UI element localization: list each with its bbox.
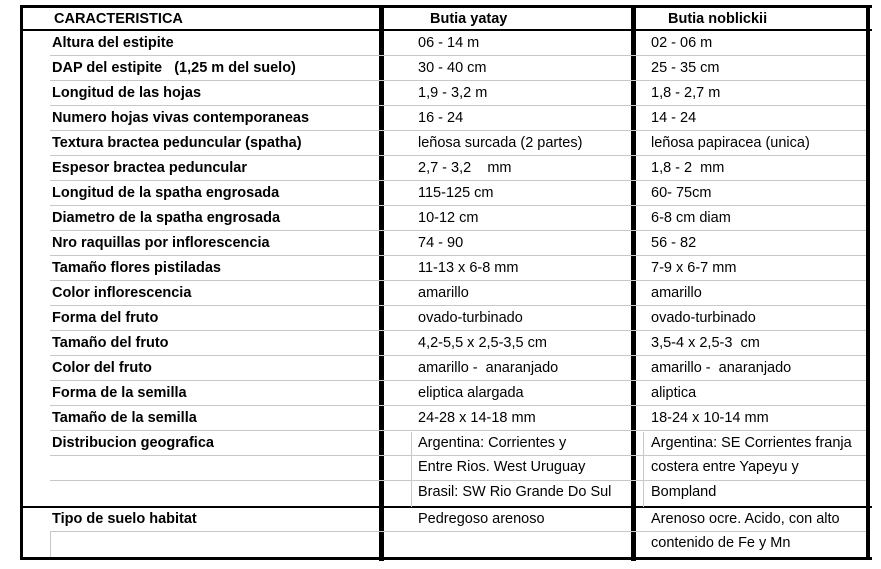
row-value-b: 60- 75cm xyxy=(651,185,712,201)
row-separator xyxy=(50,205,866,206)
row-value-a: 115-125 cm xyxy=(418,185,494,201)
row-label: Tamaño de la semilla xyxy=(52,410,197,426)
header-underline xyxy=(20,29,872,31)
row-value-b: leñosa papiracea (unica) xyxy=(651,135,810,151)
distribution-b-line-1: Argentina: SE Corrientes franja xyxy=(651,435,852,451)
row-label: Color del fruto xyxy=(52,360,152,376)
row-label: Altura del estipite xyxy=(52,35,174,51)
row-value-b: 02 - 06 m xyxy=(651,35,713,51)
row-value-b: 14 - 24 xyxy=(651,110,697,126)
table-left-border xyxy=(20,5,23,559)
row-label: Longitud de la spatha engrosada xyxy=(52,185,280,201)
row-value-b: amarillo xyxy=(651,285,702,301)
row-label: Color inflorescencia xyxy=(52,285,192,301)
row-label: Longitud de las hojas xyxy=(52,85,202,101)
row-separator xyxy=(50,255,866,256)
row-value-a: 30 - 40 cm xyxy=(418,60,487,76)
soil-label: Tipo de suelo habitat xyxy=(52,511,197,527)
row-label: Espesor bractea peduncular xyxy=(52,160,248,176)
row-value-a: 06 - 14 m xyxy=(418,35,480,51)
row-separator xyxy=(50,105,866,106)
row-value-a: 74 - 90 xyxy=(418,235,464,251)
table-top-border xyxy=(20,5,872,8)
distribution-a-line-2: Entre Rios. West Uruguay xyxy=(418,459,586,475)
soil-b-line-2: contenido de Fe y Mn xyxy=(651,535,791,551)
row-value-a: 11-13 x 6-8 mm xyxy=(418,260,519,276)
row-label: DAP del estipite (1,25 m del suelo) xyxy=(52,60,296,76)
distribution-b-line-3: Bompland xyxy=(651,484,717,500)
distribution-label: Distribucion geografica xyxy=(52,435,214,451)
row-label: Forma del fruto xyxy=(52,310,159,326)
row-separator xyxy=(50,230,866,231)
row-value-a: amarillo xyxy=(418,285,469,301)
row-value-a: 24-28 x 14-18 mm xyxy=(418,410,536,426)
header-species-b: Butia noblickii xyxy=(668,11,768,27)
row-separator-vertical xyxy=(643,432,644,507)
row-value-a: 2,7 - 3,2 mm xyxy=(418,160,512,176)
row-value-b: 1,8 - 2 mm xyxy=(651,160,725,176)
row-value-b: ovado-turbinado xyxy=(651,310,756,326)
row-label: Textura bractea peduncular (spatha) xyxy=(52,135,302,151)
row-separator xyxy=(50,280,866,281)
soil-a-line-1: Pedregoso arenoso xyxy=(418,511,545,527)
row-separator xyxy=(50,480,866,481)
column-divider-1 xyxy=(379,5,384,561)
distribution-a-line-1: Argentina: Corrientes y xyxy=(418,435,567,451)
row-separator xyxy=(50,430,866,431)
row-value-a: leñosa surcada (2 partes) xyxy=(418,135,583,151)
row-label: Numero hojas vivas contemporaneas xyxy=(52,110,310,126)
row-value-b: 6-8 cm diam xyxy=(651,210,731,226)
row-value-a: ovado-turbinado xyxy=(418,310,523,326)
row-value-a: 4,2-5,5 x 2,5-3,5 cm xyxy=(418,335,547,351)
distribution-a-line-3: Brasil: SW Rio Grande Do Sul xyxy=(418,484,612,500)
row-value-a: amarillo - anaranjado xyxy=(418,360,559,376)
row-separator xyxy=(50,305,866,306)
row-value-b: 25 - 35 cm xyxy=(651,60,720,76)
row-label: Forma de la semilla xyxy=(52,385,187,401)
header-characteristic: CARACTERISTICA xyxy=(54,11,183,27)
row-separator-vertical xyxy=(411,432,412,507)
row-separator xyxy=(50,130,866,131)
row-value-b: aliptica xyxy=(651,385,697,401)
row-separator xyxy=(50,80,866,81)
row-value-b: 7-9 x 6-7 mm xyxy=(651,260,737,276)
row-separator xyxy=(50,55,866,56)
row-separator xyxy=(50,355,866,356)
row-separator xyxy=(50,180,866,181)
row-value-b: 56 - 82 xyxy=(651,235,697,251)
row-separator xyxy=(50,155,866,156)
row-value-a: 1,9 - 3,2 m xyxy=(418,85,488,101)
row-value-b: 3,5-4 x 2,5-3 cm xyxy=(651,335,760,351)
row-separator xyxy=(50,455,866,456)
table-bottom-border xyxy=(20,557,872,560)
row-value-b: 18-24 x 10-14 mm xyxy=(651,410,769,426)
row-label: Diametro de la spatha engrosada xyxy=(52,210,281,226)
row-label: Tamaño flores pistiladas xyxy=(52,260,221,276)
row-separator xyxy=(50,531,866,532)
row-label: Tamaño del fruto xyxy=(52,335,169,351)
table-right-border xyxy=(866,5,870,559)
row-label: Nro raquillas por inflorescencia xyxy=(52,235,270,251)
row-value-a: 16 - 24 xyxy=(418,110,464,126)
row-value-b: 1,8 - 2,7 m xyxy=(651,85,721,101)
soil-b-line-1: Arenoso ocre. Acido, con alto xyxy=(651,511,840,527)
row-value-b: amarillo - anaranjado xyxy=(651,360,792,376)
column-divider-2 xyxy=(631,5,636,561)
row-value-a: eliptica alargada xyxy=(418,385,524,401)
row-separator xyxy=(50,405,866,406)
row-separator xyxy=(50,330,866,331)
row-value-a: 10-12 cm xyxy=(418,210,479,226)
distribution-b-line-2: costera entre Yapeyu y xyxy=(651,459,799,475)
row-separator xyxy=(50,380,866,381)
row-separator-vertical xyxy=(50,531,51,557)
soil-separator xyxy=(20,506,872,508)
header-species-a: Butia yatay xyxy=(430,11,508,27)
